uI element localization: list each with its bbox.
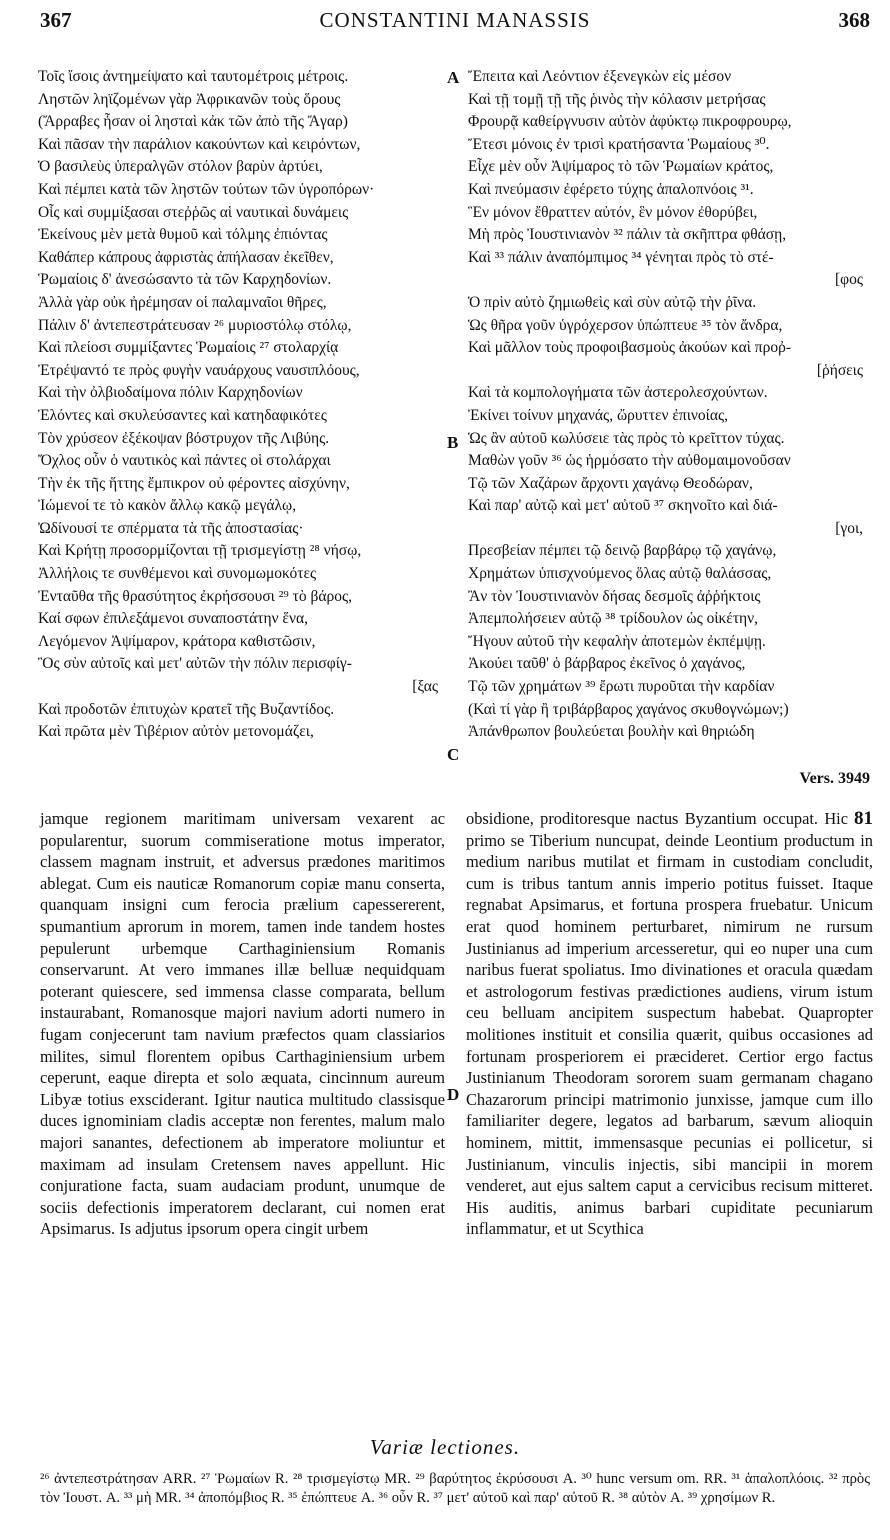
variae-lectiones-heading: Variæ lectiones. <box>369 1435 521 1459</box>
verse-line: Ἑλόντες καὶ σκυλεύσαντες καὶ κατηδαφικότες <box>38 406 327 424</box>
verse-line: Καὶ πλείοσι συμμίξαντες Ῥωμαίοις ²⁷ στολαρχίᾳ <box>38 339 339 357</box>
running-title: CONSTANTINI MANASSIS <box>319 8 591 32</box>
verse-line: [γοι, <box>835 519 863 537</box>
verse-line: Ὠδίνουσί τε σπέρματα τὰ τῆς ἀποστασίας· <box>38 519 304 537</box>
verse-line: Τὸν χρύσεον ἐξέκοψαν βόστρυχον τῆς Λιβύης. <box>38 429 330 447</box>
verse-line: Καὶ πρῶτα μὲν Τιβέριον αὐτὸν μετονομάζει, <box>38 723 314 741</box>
verse-line: Καί σφων ἐπιλεξάμενοι συναποστάτην ἕνα, <box>38 610 308 628</box>
verse-line: Καὶ πνεύμασιν ἐφέρετο τύχης ἁπαλοπνόοις ³¹. <box>468 180 754 198</box>
verse-line: Καὶ τὴν ὀλβιοδαίμονα πόλιν Καρχηδονίων <box>38 384 303 402</box>
verse-line: (Καὶ τί γὰρ ἢ τριβάρβαρος χαγάνος σκυθογνώμων;) <box>468 700 789 718</box>
verse-line: Ἐτρέψαντό τε πρὸς φυγὴν ναυάρχους ναυσιπλόους, <box>38 361 360 379</box>
verse-line: Φρουρᾷ καθείργνυσιν αὐτὸν ἀφύκτῳ πικροφρουρῳ, <box>468 113 792 131</box>
verse-line: Καὶ τῇ τομῇ τῇ τῆς ῥινὸς τὴν κόλασιν μετρήσας <box>468 90 766 108</box>
verse-line: Ὃς σὺν αὐτοῖς καὶ μετ' αὐτῶν τὴν πόλιν περισφίγ- <box>38 655 352 673</box>
verse-line: Ἀλλὰ γὰρ οὐκ ἠρέμησαν οἱ παλαμναῖοι θῆρες, <box>38 293 327 311</box>
verse-line: Καὶ τὰ κομπολογήματα τῶν ἀστερολεσχούντων. <box>468 384 768 402</box>
verse-line: Καὶ προδοτῶν ἐπιτυχὼν κρατεῖ τῆς Βυζαντίδος. <box>38 700 335 718</box>
verse-line: Πάλιν δ' ἀντεπεστράτευσαν ²⁶ μυριοστόλῳ στόλῳ, <box>38 316 352 334</box>
verse-line: Ἔπειτα καὶ Λεόντιον ἐξενεγκὼν εἰς μέσον <box>468 68 732 85</box>
section-marker-a: A <box>447 68 460 87</box>
verse-line: Τὴν ἐκ τῆς ἥττης ἔμπικρον οὐ φέροντες αἰσχύνην, <box>38 474 350 492</box>
verse-line: Τῷ τῶν χρημάτων ³⁹ ἔρωτι πυροῦται τὴν καρδίαν <box>468 678 775 696</box>
verse-line: [ξας <box>412 678 438 696</box>
verse-line: Ἔτεσι μόνοις ἐν τρισὶ κρατήσαντα Ῥωμαίους ³⁰. <box>468 135 770 153</box>
page-number-right: 368 <box>838 8 870 32</box>
verse-line: Καὶ παρ' αὐτῷ καὶ μετ' αὐτοῦ ³⁷ σκηνοῖτο καὶ διά- <box>468 497 778 515</box>
latin-text-left-column <box>40 808 445 1240</box>
verse-line: Ἀκούει ταῦθ' ὁ βάρβαρος ἐκεῖνος ὁ χαγάνος, <box>468 655 746 673</box>
verse-line: Χρημάτων ὑπισχνούμενος ὅλας αὐτῷ θαλάσσας, <box>468 565 772 583</box>
verse-line: Εἶχε μὲν οὖν Ἀψίμαρος τὸ τῶν Ῥωμαίων κράτος, <box>468 158 774 176</box>
verse-line: Καὶ πέμπει κατὰ τῶν ληστῶν τούτων τῶν ὑγροπόρων· <box>38 180 375 198</box>
latin-paragraph-right <box>466 808 873 1240</box>
verse-line: Ἀπάνθρωπον βουλεύεται βουλὴν καὶ θηριώδη <box>468 723 755 741</box>
running-header <box>40 8 870 48</box>
verse-line: Ἀλλήλοις τε συνθέμενοι καὶ συνομωμοκότες <box>38 565 317 583</box>
verse-line: Πρεσβείαν πέμπει τῷ δεινῷ βαρβάρῳ τῷ χαγάνῳ, <box>468 542 777 560</box>
verse-line: Ἂν τὸν Ἰουστινιανὸν δήσας δεσμοῖς ἀῤῥήκτοις <box>468 587 761 605</box>
verse-line: Καὶ Κρήτῃ προσορμίζονται τῇ τρισμεγίστῃ ²⁸ νήσῳ, <box>38 542 362 560</box>
verse-line: Ὡς θῆρα γοῦν ὑγρόχερσον ὑπώπτευε ³⁵ τὸν ἄνδρα, <box>468 316 783 334</box>
verse-line: Λεγόμενον Ἀψίμαρον, κράτορα καθιστῶσιν, <box>38 632 316 650</box>
verse-line: Καθάπερ κάπρους ἀφριστὰς ἀπήλασαν ἐκεῖθεν, <box>38 248 334 266</box>
verse-line: Ἐκείνους μὲν μετὰ θυμοῦ καὶ τόλμης ἐπιόντας <box>38 226 328 244</box>
verse-line: Καὶ ³³ πάλιν ἀναπόμπιμος ³⁴ γένηται πρὸς τὸ στέ- <box>468 248 774 266</box>
verse-line: Ῥωμαίοις δ' ἀνεσώσαντο τὰ τῶν Καρχηδονίων. <box>38 271 332 289</box>
verse-line: Ὄχλος οὖν ὁ ναυτικὸς καὶ πάντες οἱ στολάρχαι <box>38 452 331 470</box>
verse-line: Τῷ τῶν Χαζάρων ἄρχοντι χαγάνῳ Θεοδώραν, <box>468 474 753 492</box>
verse-line: [ῥήσεις <box>816 361 863 379</box>
verse-line: Ὡς ἂν αὐτοῦ κωλύσειε τὰς πρὸς τὸ κρεῖττον τύχας. <box>468 429 785 447</box>
verse-line: Ἀπεμπολήσειεν αὐτῷ ³⁸ τρίδουλον ὡς οἰκέτην, <box>468 610 759 628</box>
variae-lectiones-notes: ²⁶ ἀντεπεστράτησαν ARR. ²⁷ Ῥωμαίων R. ²⁸ τρισμεγίστῳ MR. ²⁹ βαρύτητος ἐκρύσουσι A. ³⁰ hunc versum om. RR. ³¹ ἁπαλοπλόοις. ³² πρὸς τὸν Ἰουστ. A. ³³ μὴ MR. ³⁴ ἀποπόμβιος R. ³⁵ ἐπώπτευε A. ³⁶ οὖν R. ³⁷ μετ' αὐτοῦ καὶ παρ' αὐτοῦ R. ³⁸ αὐτὸν A. ³⁹ χρησίμων R. <box>40 1471 870 1506</box>
verse-line: (Ἄρραβες ἦσαν οἱ λησταὶ κἀκ τῶν ἀπὸ τῆς Ἄγαρ) <box>38 113 348 131</box>
verse-line: Ἤγουν αὐτοῦ τὴν κεφαλὴν ἀποτεμὼν ἐκπέμψῃ. <box>468 632 766 650</box>
verse-line: Ἓν μόνον ἔθραττεν αὐτόν, ἓν μόνον ἐθορύβει, <box>468 203 758 221</box>
page-number-left: 367 <box>40 8 72 32</box>
verse-line: Ὁ πρὶν αὐτὸ ζημιωθεὶς καὶ σὺν αὐτῷ τὴν ῥῖνα. <box>468 293 757 311</box>
verse-line: Ἰώμενοί τε τὸ κακὸν ἄλλῳ κακῷ μεγάλῳ, <box>38 497 297 515</box>
greek-text-right-column <box>468 66 873 744</box>
latin-text-right-column <box>466 808 873 1240</box>
column-number: 81 <box>854 808 873 829</box>
verse-line: Καὶ πᾶσαν τὴν παράλιον κακούντων καὶ κειρόντων, <box>38 135 361 153</box>
verse-line: Οἷς καὶ συμμίξασαι στεῤῥῶς αἱ ναυτικαὶ δυνάμεις <box>38 203 349 221</box>
verse-line: Μὴ πρὸς Ἰουστινιανὸν ³² πάλιν τὰ σκῆπτρα φθάσῃ, <box>468 226 787 244</box>
verse-line: Καὶ μᾶλλον τοὺς προφοιβασμοὺς ἀκούων καὶ προῤ- <box>468 339 791 357</box>
verse-line: [φος <box>835 271 863 289</box>
latin-paragraph-left: jamque regionem maritimam universam vexarent ac popularentur, suorum commiseratione motus imperator, classem magnam instruit, et adversus prædones maritimos ablegat. Cum eis nauticæ Romanorum copiæ manu conserta, quanquam insigni cum ferocia prælium capessererent, spumantium aprorum in morem, tamen inde tandem hostes pepulerunt urbemque Carthaginiensium Romanis conservarunt. At vero immanes illæ belluæ nequidquam poterant quiescere, sed immensa classe comparata, bellum instaurabant, Romanosque majori navium adorti numero in fugam conjecerunt tam navium præfectos quam classiarios milites, simul florentem opibus Carthaginiensium urbem ceperunt, eaque direpta et solo æquata, cincinnum aureum Libyæ totius exsciderant. Igitur nautica multitudo classisque duces ignominiam cladis acceptæ non ferentes, malum malo majori sanantes, defectionem ab imperatore moliuntur et maximam ad insulam Cretensem naves appellunt. Hic conjuratione facta, suam audaciam produnt, unumque de sociis defectionis imperatorem declarant, cui nomen erat Apsimarus. Is adjutus ipsorum opera cingit urbem <box>40 809 445 1239</box>
verse-line: Ὁ βασιλεὺς ὑπεραλγῶν στόλον βαρὺν ἀρτύει, <box>38 158 323 176</box>
verse-line: Ἐνταῦθα τῆς θρασύτητος ἐκρήσσουσι ²⁹ τὸ βάρος, <box>38 587 353 605</box>
verse-reference: Vers. 3949 <box>799 770 870 787</box>
verse-line: Ἐκίνει τοίνυν μηχανάς, ὤρυττεν ἐπινοίας, <box>468 406 728 424</box>
verse-line: Μαθὼν γοῦν ³⁶ ὡς ἡρμόσατο τὴν αὐθομαιμονοῦσαν <box>468 452 791 470</box>
verse-line: Ληστῶν ληϊζομένων γὰρ Ἀφρικανῶν τοὺς ὅρους <box>38 90 341 108</box>
section-marker-b: B <box>447 433 459 452</box>
latin-paragraph-right-text: obsidione, proditoresque nactus Byzantium occupat. Hic primo se Tiberium nuncupat, deinde Leontium productum in medium naribus mutilat et firmam in custodiam concludit, cum is tribus tantum annis imperio potitus fuisset. Itaque regnabat Apsimarus, et fortuna prospera fruebatur. Unicum erat quod hominem perturbaret, nimirum ne rursum Justinianus ad imperium arcesseretur, qui eo nuper una cum naribus fuerat spoliatus. Imo divinationes et oracula quædam et astrologorum festivas prædictiones audiens, virum istum ceu belluam ancipitem suspectum habebat. Quapropter molitiones instituit et consilia quærit, quibus occasiones ad fortunam prosperiorem ei præcideret. Certior ergo factus Justinianum Theodoram sororem suam germanam chagano Chazarorum principi matrimonio junxisse, jamque cum illo familiariter degere, legatos ad barbarum, sævum alioquin hominem, mittit, immensasque pecunias ei pollicetur, si Justinianum, vinculis injectis, sibi mancipii in morem venderet, aut ejus saltem caput a cervicibus recisum mitteret. His auditis, animus barbari cupiditate pecuniarum inflammatur, et ut Scythica <box>466 809 873 1239</box>
section-marker-c: C <box>447 745 460 764</box>
greek-text-left-column <box>38 66 448 744</box>
verse-line: Τοῖς ἴσοις ἀντημείψατο καὶ ταυτομέτροις μέτροις. <box>38 68 349 85</box>
section-marker-d: D <box>447 1085 460 1104</box>
